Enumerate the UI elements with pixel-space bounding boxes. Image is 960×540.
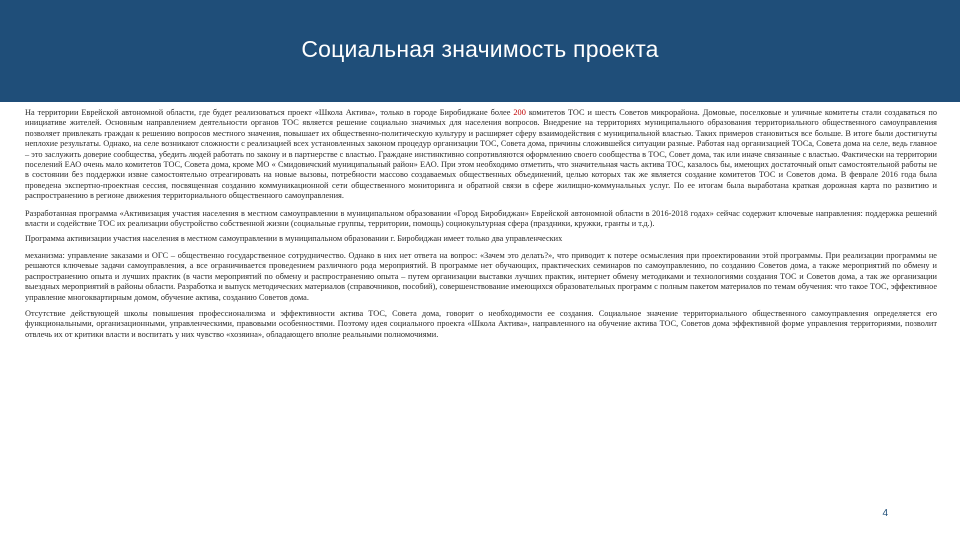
slide-body: [25, 108, 937, 346]
paragraph-1-text-start: На территории Еврейской автономной области, где будет реализоваться проект «Школа Актива», только в городе Биробиджане более: [25, 108, 514, 117]
paragraph-5: Отсутствие действующей школы повышения профессионализма и эффективности актива ТОС, Совета дома, говорит о необходимости ее создания. Социальное значение территориального общественного самоуправления определяется его функциональными, организационными, управленческими, правовыми особенностями. Поэтому идея социального проекта «Школа Актива», направленного на обучение актива ТОС, Советов дома эффективной форме управления территориями, позволит отвлечь их от критики власти и воспитать у них чувство «хозяина», обладающего вполне реальными полномочиями.: [25, 308, 937, 339]
paragraph-2: Разработанная программа «Активизация участия населения в местном самоуправлении в муниципальном образовании «Город Биробиджан» Еврейской автономной области в 2016-2018 годах» сейчас содержит ключевые направления: поддержка решений власти и содействие ТОС их реализации обустройство собственной жизни (социальные группы, территории, помощь) социокультурная сфера (праздники, кружки, гранты и т.д.).: [25, 208, 937, 229]
paragraph-3: Программа активизации участия населения в местном самоуправлении в муниципальном образовании г. Биробиджан имеет только два управленческих: [25, 234, 563, 244]
paragraph-1: [25, 108, 937, 202]
page-number: 4: [882, 508, 888, 519]
slide-header: [0, 0, 960, 102]
slide-title: Социальная значимость проекта: [301, 36, 659, 62]
paragraph-4: механизма: управление заказами и ОГС – общественно государственное сотрудничество. Однако в них нет ответа на вопрос: «Зачем это делать?», что приводит к потере осмысления при проектировании этой программы. При реализации программы не решаются ключевые задачи самоуправления, а все ограничивается проведением различного рода мероприятий. В программе нет обучающих, практических семинаров по самоуправлению, по созданию Советов дома, а также мероприятий по обмену и распространению опыта и лучших практик (в части мероприятий по обмену и распространению опыта – путем организации выставки лучших практик, интернет обмену методиками и технологиями создания ТОС и Советов дома, а так же организации выездных мероприятий в районы области. Разработка и выпуск методических материалов (справочников, пособий), совершенствование имеющихся образовательных программ с полным пакетом материалов по темам обучения: что такое ТОС, эффективное управление многоквартирным домом, обучение актива, созданию Советов дома.: [25, 250, 937, 302]
paragraph-1-text-end: комитетов ТОС и шесть Советов микрорайона. Домовые, поселковые и уличные комитеты стали создаваться по инициативе жителей. Основным направлением деятельности органов ТОС является решение социально значимых для населения вопросов. Внедрение на территориях муниципального образования территориального общественного самоуправления позволяет привлекать граждан к решению вопросов местного значения, повышает их общественно-политическую культуру и расширяет сферу взаимодействия с муниципальной властью. Таких примеров становиться все больше. В итоге были достигнуты неплохие результаты. Однако, на селе возникают сложности с реализацией всех установленных законом процедур организации ТОС, Совета дома, причины сложившейся ситуации разные. Работая над организацией ТОСа, Совета дома на селе, ведь главное – это заслужить доверие сообщества, убедить людей работать по закону и в партнерстве с властью. Граждане инстинктивно сопротивляются оформлению своего сообщества в ТОС, Совет дома, так или иначе связанные с властью. Фактически на территории поселений ЕАО очень мало комитетов ТОС, Совета дома, кроме МО « Смидовичский муниципальный район» ЕАО. При этом необходимо отметить, что значительная часть актива ТОС, казалось бы, имеющих достаточный опыт самостоятельной работы не в состоянии без поддержки извне самостоятельно отреагировать на новые вызовы, потребности массово создаваемых общественных объединений, целью которых так же является создание комитетов ТОС и Советов дома. В феврале 2016 года была проведена экспертно-проектная сессия, посвященная созданию коммуникационной сети общественного мониторинга и обратной связи в сфере жилищно-коммунальных услуг. По ее итогам была выработана краткая дорожная карта по развитию и распространению в регионе движения территориального общественного самоуправления.: [25, 108, 937, 201]
highlighted-number: 200: [513, 108, 526, 117]
